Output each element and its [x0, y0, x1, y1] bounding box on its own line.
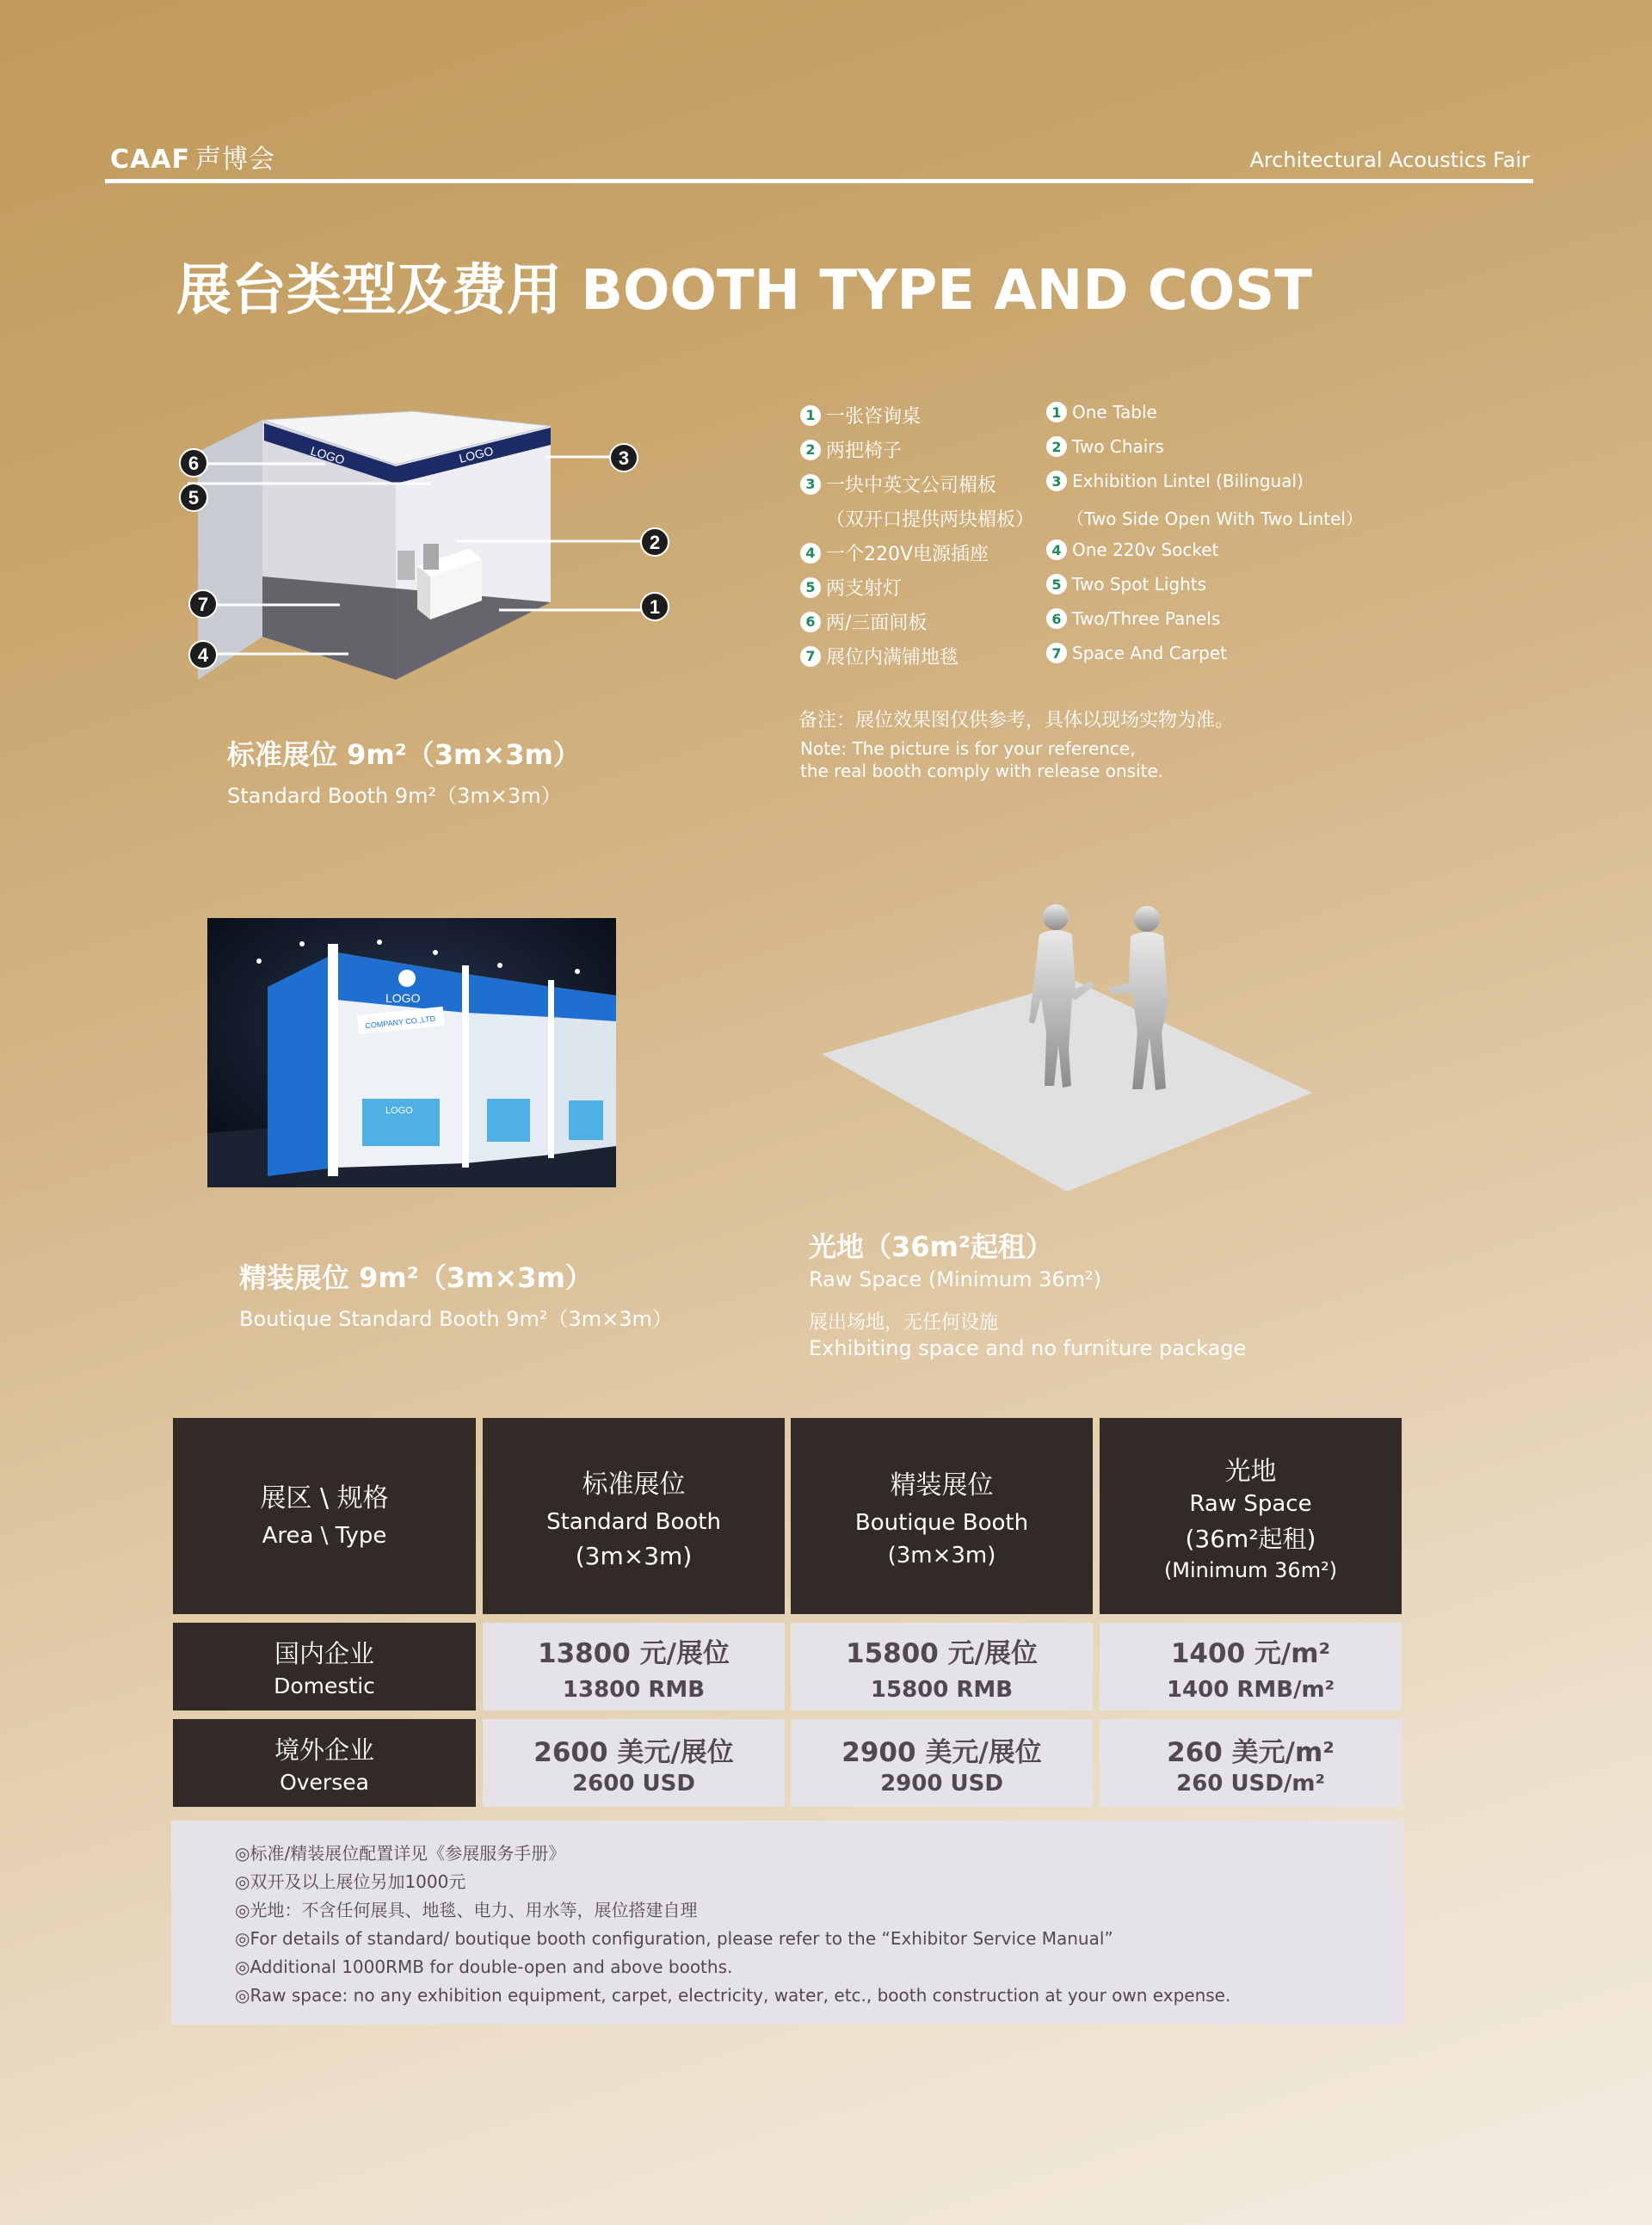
item-en-4: 4 One 220v Socket	[1046, 539, 1218, 560]
number-badge: 6	[800, 612, 821, 632]
table-row-oversea-label: 境外企业 Oversea	[173, 1719, 476, 1807]
price-oversea-standard: 2600 美元/展位 2600 USD	[483, 1719, 785, 1807]
remark-cn: 备注：展位效果图仅供参考，具体以现场实物为准。	[798, 710, 1235, 731]
price-domestic-boutique: 15800 元/展位 15800 RMB	[791, 1623, 1093, 1710]
lintel-logo-right: LOGO	[457, 443, 495, 465]
number-badge: 4	[1046, 539, 1067, 560]
number-badge: 1	[1046, 402, 1067, 422]
notes-box	[171, 1821, 1403, 2025]
number-badge: 7	[800, 646, 821, 667]
raw-space-desc-en: Exhibiting space and no furniture package	[809, 1336, 1247, 1360]
item-cn-6: 6 两/三面间板	[800, 608, 927, 635]
item-cn-1: 1 一张咨询桌	[800, 402, 921, 428]
table-header-standard: 标准展位 Standard Booth (3m×3m)	[483, 1418, 785, 1614]
raw-space-desc-cn: 展出场地，无任何设施	[809, 1312, 999, 1334]
standard-booth-label: 标准展位 9m²（3m×3m）	[227, 738, 581, 771]
standard-booth-label-en: Standard Booth 9m²（3m×3m）	[227, 784, 562, 808]
item-en-3: 3 Exhibition Lintel (Bilingual)	[1046, 471, 1304, 491]
lintel-logo-left: LOGO	[309, 443, 347, 467]
number-badge: 4	[800, 543, 821, 564]
boutique-booth-photo	[207, 918, 616, 1187]
item-en-5: 5 Two Spot Lights	[1046, 574, 1206, 595]
item-cn-3: 3 一块中英文公司楣板	[800, 471, 996, 497]
counter-logo-text: LOGO	[385, 1106, 413, 1116]
callout-2: 2	[649, 532, 661, 553]
item-en-6: 6 Two/Three Panels	[1046, 608, 1220, 629]
standard-booth-illustration	[172, 404, 688, 697]
number-badge: 5	[800, 577, 821, 598]
page-title: 展台类型及费用 BOOTH TYPE AND COST	[176, 259, 1312, 323]
brand-logo	[110, 138, 275, 176]
raw-space-illustration	[817, 895, 1325, 1196]
item-en-2: 2 Two Chairs	[1046, 436, 1164, 457]
note-line: ◎光地：不含任何展具、地毯、电力、用水等，展位搭建自理	[235, 1900, 698, 1920]
table-row-domestic-label: 国内企业 Domestic	[173, 1623, 476, 1710]
number-badge: 2	[1046, 436, 1067, 457]
item-cn-4: 4 一个220V电源插座	[800, 539, 989, 566]
note-line: ◎Raw space: no any exhibition equipment, carpet, electricity, water, etc., booth construction at your own expense.	[235, 1985, 1231, 2006]
item-cn-7: 7 展位内满铺地毯	[800, 643, 959, 669]
callout-7: 7	[197, 594, 209, 615]
item-cn-3-note: （双开口提供两块楣板）	[826, 509, 1035, 531]
price-oversea-boutique: 2900 美元/展位 2900 USD	[791, 1719, 1093, 1807]
raw-space-label: 光地（36m²起租）	[809, 1230, 1053, 1263]
header-divider	[105, 179, 1533, 183]
item-en-1: 1 One Table	[1046, 402, 1157, 422]
note-line: ◎双开及以上展位另加1000元	[235, 1871, 466, 1892]
number-badge: 1	[800, 405, 821, 426]
price-domestic-standard: 13800 元/展位 13800 RMB	[483, 1623, 785, 1710]
item-cn-2: 2 两把椅子	[800, 436, 902, 463]
callout-1: 1	[649, 596, 661, 618]
remark-en-1: Note: The picture is for your reference,	[800, 738, 1136, 759]
table-header-raw-space: 光地 Raw Space (36m²起租) (Minimum 36m²)	[1100, 1418, 1402, 1614]
boutique-booth-label-en: Boutique Standard Booth 9m²（3m×3m）	[239, 1307, 673, 1331]
boutique-booth-label: 精装展位 9m²（3m×3m）	[239, 1261, 593, 1294]
table-corner-header: 展区 \ 规格 Area \ Type	[173, 1418, 476, 1614]
callout-4: 4	[197, 644, 209, 666]
number-badge: 5	[1046, 574, 1067, 595]
note-line: ◎For details of standard/ boutique booth configuration, please refer to the “Exhibitor Service Manual”	[235, 1928, 1113, 1949]
note-line: ◎Additional 1000RMB for double-open and above booths.	[235, 1957, 733, 1977]
number-badge: 2	[800, 440, 821, 460]
fair-name: Architectural Acoustics Fair	[1249, 148, 1530, 172]
remark-en-2: the real booth comply with release onsite.	[800, 761, 1164, 781]
number-badge: 7	[1046, 643, 1067, 663]
callout-6: 6	[188, 453, 200, 474]
brand-cn: 声博会	[194, 145, 275, 175]
item-en-3-note: （Two Side Open With Two Lintel）	[1067, 508, 1363, 529]
note-line: ◎标准/精装展位配置详见《参展服务手册》	[235, 1843, 566, 1864]
price-oversea-raw-space: 260 美元/m² 260 USD/m²	[1100, 1719, 1402, 1807]
item-cn-5: 5 两支射灯	[800, 574, 902, 601]
number-badge: 6	[1046, 608, 1067, 629]
price-domestic-raw-space: 1400 元/m² 1400 RMB/m²	[1100, 1623, 1402, 1710]
booth-logo-text: LOGO	[385, 991, 421, 1005]
callout-3: 3	[618, 447, 630, 469]
number-badge: 3	[800, 474, 821, 495]
raw-space-label-en: Raw Space (Minimum 36m²)	[809, 1267, 1101, 1291]
table-header-boutique: 精装展位 Boutique Booth (3m×3m)	[791, 1418, 1093, 1614]
callout-5: 5	[188, 487, 200, 508]
booth-company-name: COMPANY CO.,LTD	[364, 1014, 436, 1031]
number-badge: 3	[1046, 471, 1067, 491]
item-en-7: 7 Space And Carpet	[1046, 643, 1227, 663]
brand-abbr: CAAF	[110, 145, 190, 175]
